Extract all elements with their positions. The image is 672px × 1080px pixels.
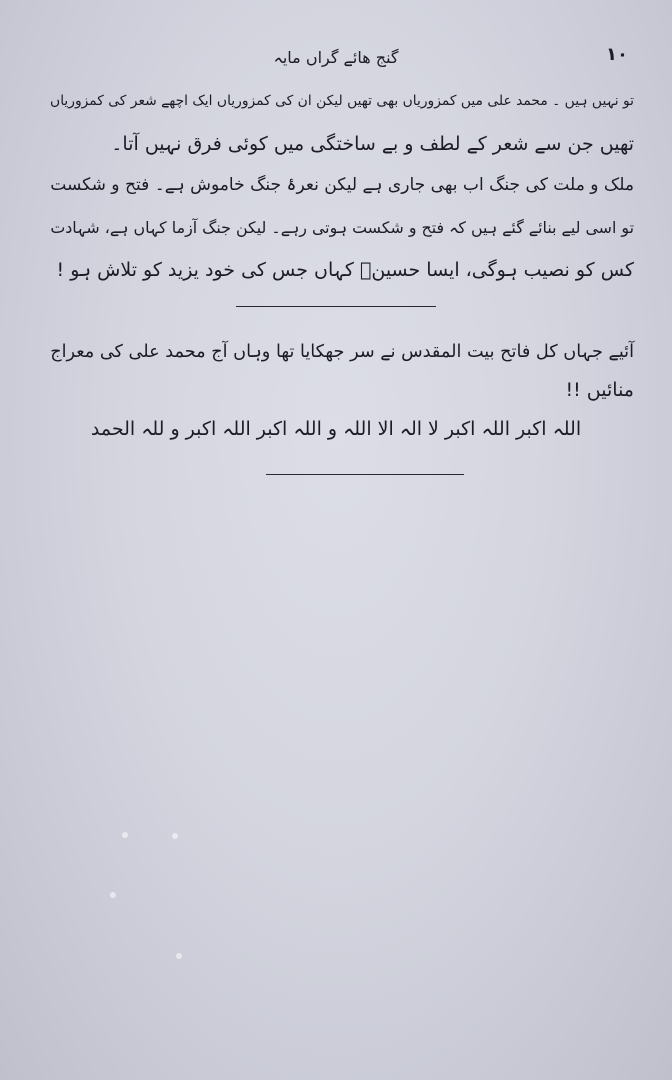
paper-speck bbox=[122, 832, 128, 838]
paper-speck bbox=[176, 953, 182, 959]
paragraph-2-line-3: کس کو نصیب ہوگی، ایسا حسینؓ کہاں جس کی خود یزید کو تلاش ہو ! bbox=[56, 259, 634, 281]
paragraph-1-line-2: تھیں جن سے شعر کے لطف و بے ساختگی میں کوئی فرق نہیں آتا۔ bbox=[111, 133, 634, 155]
page-number: ۱۰ bbox=[606, 44, 628, 65]
closing-line-1: آئیے جہاں کل فاتح بیت المقدس نے سر جھکایا تھا وہاں آج محمد علی کی معراج bbox=[50, 342, 634, 362]
section-divider bbox=[236, 306, 436, 307]
paper-speck bbox=[172, 833, 178, 839]
paragraph-2-line-2: تو اسی لیے بنائے گئے ہیں کہ فتح و شکست ہوتی رہے۔ لیکن جنگ آزما کہاں ہے، شہادت bbox=[50, 218, 634, 237]
closing-line-2: منائیں !! bbox=[565, 379, 634, 401]
takbir-line: اللہ اکبر اللہ اکبر لا الہ الا اللہ و اللہ اکبر اللہ اکبر و للہ الحمد bbox=[90, 418, 582, 440]
page-header bbox=[40, 44, 632, 74]
paper-speck bbox=[110, 892, 116, 898]
paragraph-1-line-1: تو نہیں ہیں ۔ محمد علی میں کمزوریاں بھی تھیں لیکن ان کی کمزوریاں ایک اچھے شعر کی کمزوریاں bbox=[50, 93, 634, 109]
paragraph-2-line-1: ملک و ملت کی جنگ اب بھی جاری ہے لیکن نعرۂ جنگ خاموش ہے۔ فتح و شکست bbox=[50, 175, 634, 195]
closing-divider bbox=[266, 474, 464, 475]
running-title: گنج ھائے گراں مایہ bbox=[273, 48, 399, 67]
